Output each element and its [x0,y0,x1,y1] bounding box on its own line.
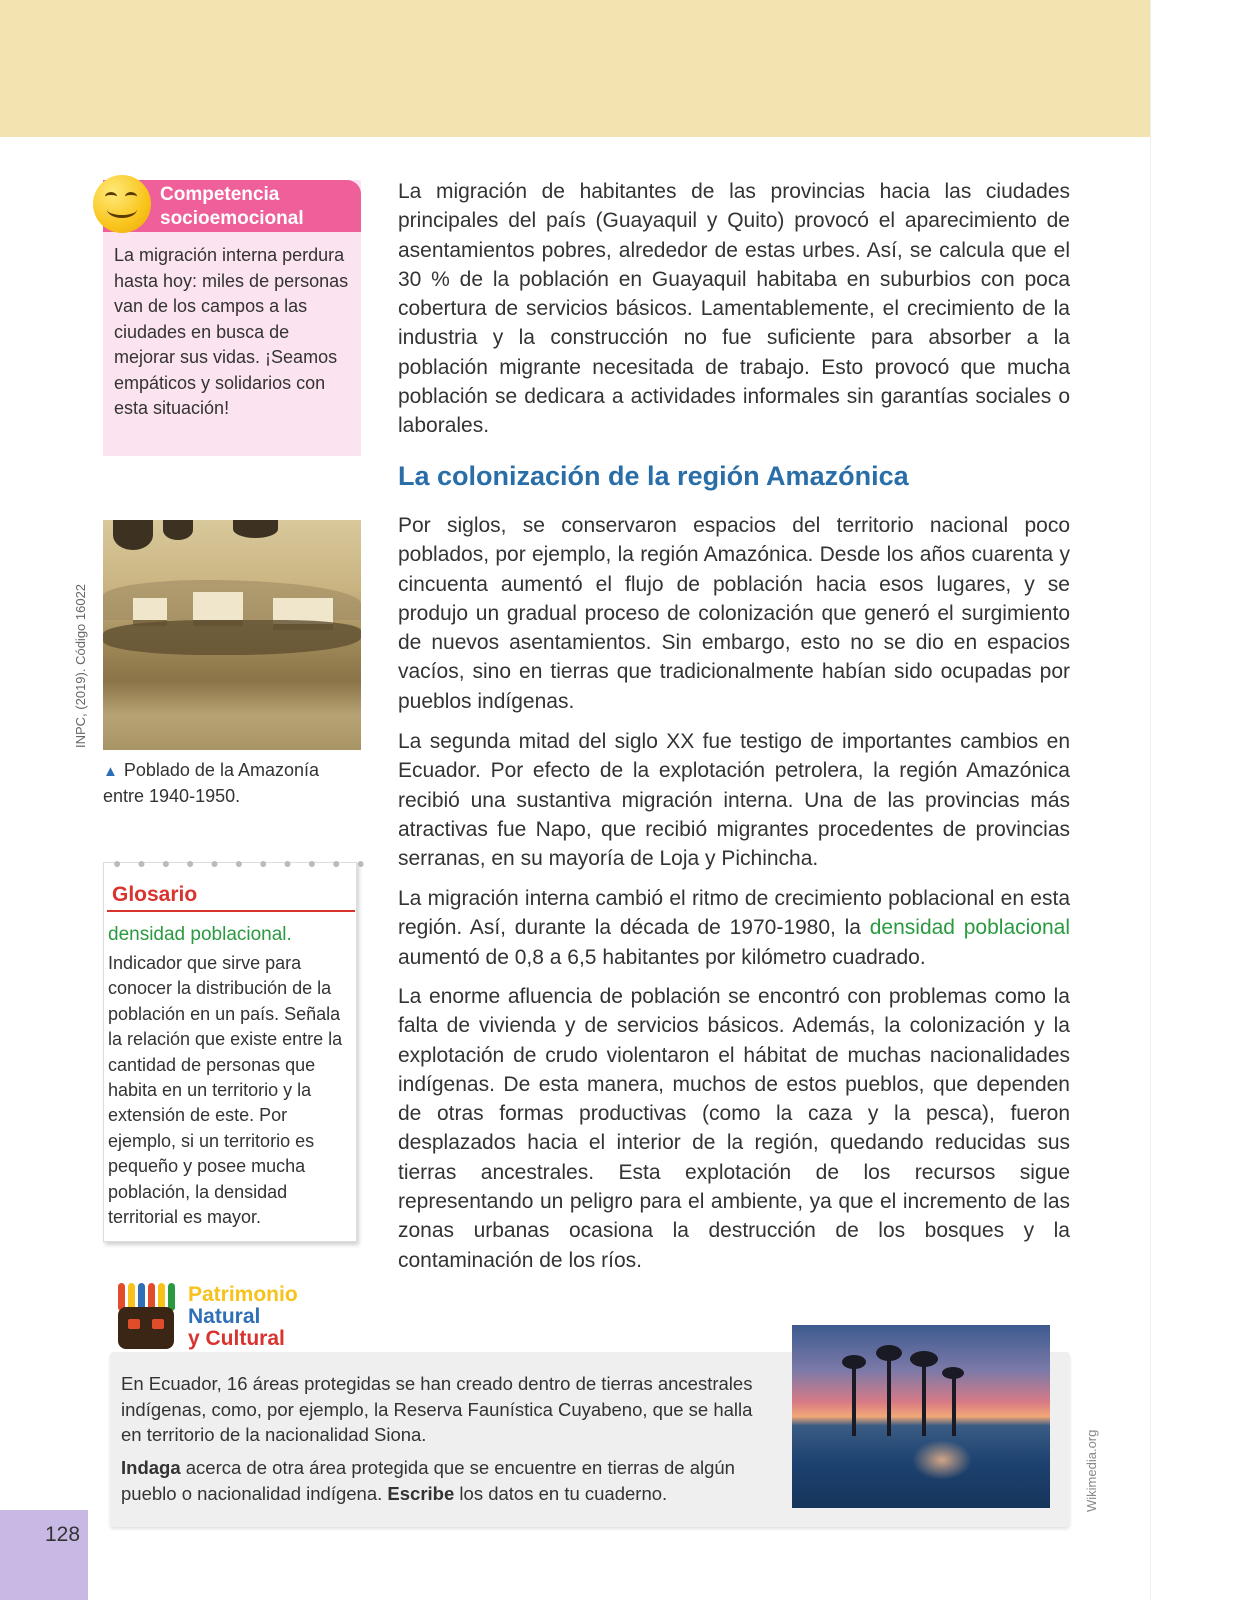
competencia-text: La migración interna perdura hasta hoy: miles de personas van de los campos a las ciudades en busca de mejorar sus vidas. ¡Seamos empáticos y solidarios con esta situación! [114,245,349,418]
density-text-after: aumentó de 0,8 a 6,5 habitantes por kilómetro cuadrado. [398,945,926,969]
glossary-title: Glosario [112,883,198,906]
glossary-divider [107,910,355,912]
top-color-band [0,0,1150,137]
competencia-title [160,183,360,231]
activity-text-end: los datos en tu cuaderno. [454,1482,668,1504]
density-term-link: densidad poblacional [869,916,1070,940]
patrimonio-text: En Ecuador, 16 áreas protegidas se han creado dentro de tierras ancestrales indígenas, como, por ejemplo, la Reserva Faunística Cuyabeno, que se halla en territorio de la nacionalidad Siona. [121,1373,753,1445]
escribe-label: Escribe [387,1482,455,1504]
patrimonio-activity [121,1455,761,1506]
indaga-label: Indaga [121,1457,181,1478]
paragraph-petroleum: La segunda mitad del siglo XX fue testigo de importantes cambios en Ecuador. Por efecto de la explotación petrolera, la región Amazónica recibió una sustantiva migración interna. Una de las provincias más atractivas fue Napo, que recibió migrantes procedentes de provincias serranas, en su mayoría de Loja y Pichincha. [398,730,1070,871]
paragraph-colonization: Por siglos, se conservaron espacios del territorio nacional poco poblados, por ejemplo, la región Amazónica. Desde los años cuarenta y cincuenta aumentó el flujo de población hacia esos lugares, y se produjo un gradual proceso de colonización que generó el surgimiento de nuevos asentamientos. Sin embargo, esto no se dio en espacios vacíos, sino en tierras que tradicionalmente habían sido ocupadas por pueblos indígenas. [398,514,1070,713]
photo-caption [103,758,353,809]
density-text-before: La migración interna cambió el ritmo de crecimiento poblacional en esta región. Así, durante la década de 1970-1980, la [398,887,1070,940]
indigenous-mask-icon [110,1283,182,1353]
photo-credit: INPC, (2019). Código 16022 [73,583,88,748]
page-number: 128 [45,1523,81,1546]
paragraph-density [398,884,1070,972]
patrimonio-title-line1: Patrimonio [188,1283,298,1306]
paragraph-problems: La enorme afluencia de población se encontró con problemas como la falta de vivienda y de servicios básicos. Además, la colonización y la explotación de crudo violentaron el hábitat de muchas nacionalidades indígenas. De esta manera, muchos de estos pueblos, que dependen de otras formas productivas (como la caza y la pesca), fueron desplazados hacia el interior de la región, quedando reducidas sus tierras ancestrales. Esta explotación de los recursos sigue representando un peligro para el ambiente, ya que el incremento de las zonas urbanas ocasiona la destrucción de los bosques y la contaminación de los ríos. [398,985,1070,1272]
photo-caption-text: Poblado de la Amazonía entre 1940-1950. [103,760,320,806]
triangle-icon: ▲ [103,763,118,780]
amazonia-village-photo [103,520,361,750]
patrimonio-title-line3: y Cultural [188,1327,285,1350]
section-heading: La colonización de la región Amazónica [398,461,909,491]
competencia-title-line2: socioemocional [160,208,304,229]
glossary-term: densidad poblacional. [108,924,292,945]
right-margin [1150,0,1236,1600]
paragraph-migration: La migración de habitantes de las provincias hacia las ciudades principales del país (Guayaquil y Quito) provocó el aparecimiento de asentamientos pobres, alrededor de estas urbes. Así, se calcula que el 30 % de la población en Guayaquil habitaba en suburbios con poca cobertura de servicios básicos. Lamentablemente, el crecimiento de la industria y la construcción no fue suficiente para absorber a la población migrante necesitada de trabajo. Esto provocó que mucha población se dedicara a actividades informales sin garantías sociales o laborales. [398,180,1070,438]
glossary-definition: Indicador que sirve para conocer la distribución de la población en un país. Señala la relación que existe entre la cantidad de personas que habita en un territorio y la extensión de este. Por ejemplo, si un territorio es pequeño y posee mucha población, la densidad territorial es mayor. [108,953,343,1228]
smiley-icon [93,175,151,233]
competencia-title-line1: Competencia [160,184,280,205]
image-credit: Wikimedia.org [1084,1429,1099,1512]
patrimonio-title-line2: Natural [188,1305,261,1328]
activity-text: acerca de otra área protegida que se encuentre en tierras de algún pueblo o nacionalidad indígena. [121,1457,735,1504]
notebook-rings: ● ● ● ● ● ● ● ● ● ● ● [113,855,371,871]
cuyabeno-lake-photo [792,1325,1050,1508]
